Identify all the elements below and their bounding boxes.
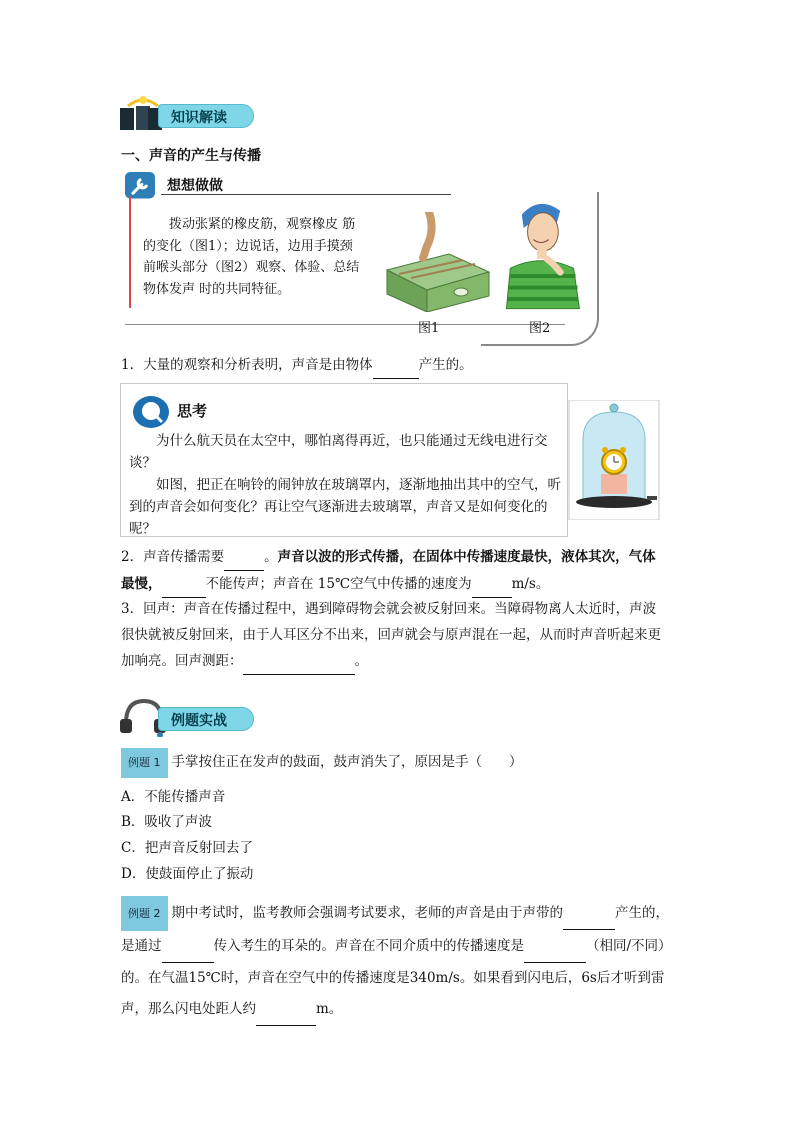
think-box [120, 383, 568, 537]
example-2-text: 期中考试时，监考教师会强调考试要求，老师的声音是由于声带的 [171, 905, 563, 921]
banner-label: 知识解读 [171, 110, 227, 126]
think-do-title: 想想做做 [167, 178, 223, 194]
answer-blank[interactable] [243, 648, 355, 675]
p2-text: m/s。 [511, 576, 550, 592]
example-1-stem: 手掌按住正在发声的鼓面，鼓声消失了，原因是手（ ） [171, 754, 523, 770]
answer-blank[interactable] [472, 571, 512, 598]
think-do-box [121, 172, 599, 344]
think-question-1: 为什么航天员在太空中，哪怕离得再近，也只能通过无线电进行交谈？ [129, 433, 548, 471]
p2-text: 2．声音传播需要 [121, 549, 225, 565]
p3-text-end: 。 [354, 653, 368, 669]
section-banner-knowledge [118, 100, 258, 130]
think-question-2: 如图，把正在响铃的闹钟放在玻璃罩内，逐渐地抽出其中的空气，听到的声音会如何变化？再让空气逐渐进去玻璃罩，声音又是如何变化的呢？ [129, 477, 561, 537]
rubber-band-box-illustration [379, 212, 499, 312]
paragraph-3 [121, 596, 661, 675]
answer-blank[interactable] [224, 544, 264, 571]
answer-blank[interactable] [563, 898, 615, 930]
answer-blank[interactable] [373, 352, 419, 379]
accent-bar [129, 196, 131, 308]
example-2-text: 传入考生的耳朵的。声音在不同介质中的传播速度是 [213, 938, 524, 954]
p3-text: 3．回声：声音在传播过程中，遇到障碍物会就会被反射回来。当障碍物离人太近时，声波很快就被反射回来，由于人耳区分不出来，回声就会与原声混在一起，从而时声音听起来更加响亮。回声测距： [121, 601, 661, 669]
think-text [129, 430, 561, 540]
example-1 [121, 748, 661, 778]
banner-pill [158, 707, 254, 731]
magnifier-icon [131, 394, 171, 430]
option-b[interactable]: B．吸收了声波 [121, 814, 212, 830]
option-c[interactable]: C．把声音反射回去了 [121, 840, 253, 856]
p2-bold-text: 声音以波的形式传播，在固体中传播速度最快，液体其次，气体最慢， [121, 549, 656, 592]
p1-text-end: 产生的。 [418, 357, 473, 373]
p2-text: 。 [264, 549, 278, 565]
banner-pill [158, 104, 254, 128]
banner-label: 例题实战 [171, 713, 227, 729]
option-a[interactable]: A．不能传播声音 [121, 789, 226, 805]
option-d[interactable]: D．使鼓面停止了振动 [121, 866, 254, 882]
bell-jar-alarm-clock-image [568, 400, 660, 520]
answer-blank[interactable] [162, 931, 214, 963]
p2-text: 不能传声；声音在 15℃空气中传播的速度为 [205, 576, 472, 592]
divider [161, 194, 451, 195]
think-title: 思考 [177, 402, 208, 420]
section-heading: 一、声音的产生与传播 [121, 148, 261, 164]
figure-1-caption: 图1 [418, 321, 440, 336]
p1-text: 1．大量的观察和分析表明，声音是由物体 [121, 357, 373, 373]
boy-speaking-illustration [493, 194, 589, 312]
think-do-text: 拨动张紧的橡皮筋，观察橡皮 筋的变化（图1）；边说话，边用手摸颈前喉头部分（图2）观察、体验、总结物体发声 时的共同特征。 [143, 217, 360, 297]
paragraph-2 [121, 544, 661, 598]
answer-blank[interactable] [524, 931, 586, 963]
example-tag: 例题 2 [121, 896, 168, 931]
answer-blank[interactable] [162, 571, 206, 598]
figure-2-caption: 图2 [529, 321, 551, 336]
divider [125, 324, 565, 325]
example-2-text-end: m。 [316, 1001, 343, 1017]
example-2-text: （相同/不同）的。在气温15℃时，声音在空气中的传播速度是340m/s。如果看到闪电后，6s后才听到雷声，那么闪电处距人约 [121, 938, 665, 1017]
example-tag: 例题 1 [121, 748, 168, 778]
section-banner-examples [118, 703, 258, 733]
answer-blank[interactable] [256, 994, 316, 1026]
example-2-text: 产生的，是通过 [121, 905, 669, 954]
paragraph-1 [121, 352, 473, 379]
example-2 [121, 896, 671, 1026]
